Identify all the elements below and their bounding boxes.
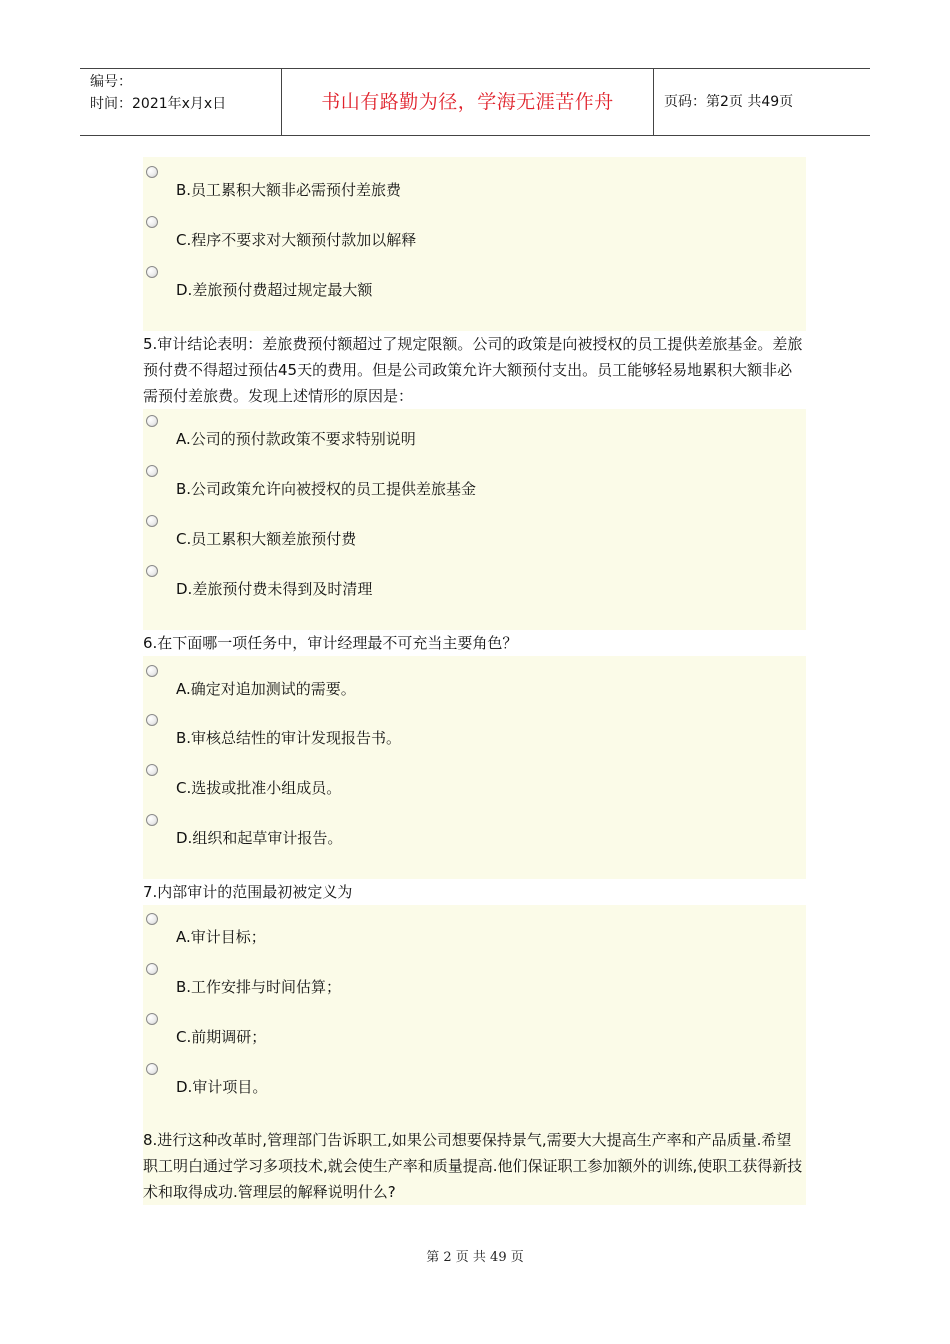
question-8-text: 8.进行这种改革时,管理部门告诉职工,如果公司想要保持景气,需要大大提高生产率和产品质量.希望职工明白通过学习多项技术,就会使生产率和质量提高.他们保证职工参加额外的训练,使职工获得新技术和取得成功.管理层的解释说明什么? bbox=[143, 1127, 806, 1205]
option-q5-a[interactable] bbox=[143, 410, 806, 458]
option-label: D.审计项目。 bbox=[176, 1078, 268, 1096]
option-q6-a[interactable] bbox=[143, 660, 806, 708]
option-q6-c[interactable] bbox=[143, 759, 806, 807]
option-label: A.确定对追加测试的需要。 bbox=[176, 680, 356, 698]
radio-button[interactable] bbox=[146, 963, 158, 975]
radio-button[interactable] bbox=[146, 465, 158, 477]
header-meta bbox=[80, 69, 281, 135]
option-q5-b[interactable] bbox=[143, 460, 806, 508]
option-q7-a[interactable] bbox=[143, 908, 806, 956]
option-label: C.员工累积大额差旅预付费 bbox=[176, 530, 357, 548]
option-q6-d[interactable] bbox=[143, 809, 806, 857]
question-7-text: 7.内部审计的范围最初被定义为 bbox=[143, 879, 806, 905]
option-label: D.差旅预付费超过规定最大额 bbox=[176, 281, 373, 299]
radio-button[interactable] bbox=[146, 565, 158, 577]
option-prev-c[interactable] bbox=[143, 211, 806, 259]
option-label: B.公司政策允许向被授权的员工提供差旅基金 bbox=[176, 480, 477, 498]
header-motto: 书山有路勤为径，学海无涯苦作舟 bbox=[281, 69, 654, 135]
radio-button[interactable] bbox=[146, 1013, 158, 1025]
option-label: D.组织和起草审计报告。 bbox=[176, 829, 343, 847]
option-prev-b[interactable] bbox=[143, 161, 806, 209]
option-q7-c[interactable] bbox=[143, 1008, 806, 1056]
option-label: D.差旅预付费未得到及时清理 bbox=[176, 580, 373, 598]
option-q5-c[interactable] bbox=[143, 510, 806, 558]
date-label: 时间：2021年x月x日 bbox=[90, 96, 227, 112]
number-label: 编号： bbox=[90, 74, 132, 90]
radio-button[interactable] bbox=[146, 764, 158, 776]
radio-button[interactable] bbox=[146, 1063, 158, 1075]
radio-button[interactable] bbox=[146, 814, 158, 826]
question-6-text: 6.在下面哪一项任务中，审计经理最不可充当主要角色？ bbox=[143, 630, 806, 656]
option-label: A.审计目标； bbox=[176, 928, 266, 946]
option-label: C.前期调研； bbox=[176, 1028, 267, 1046]
option-q5-d[interactable] bbox=[143, 560, 806, 608]
radio-button[interactable] bbox=[146, 216, 158, 228]
option-label: C.程序不要求对大额预付款加以解释 bbox=[176, 231, 417, 249]
option-q7-d[interactable] bbox=[143, 1058, 806, 1106]
radio-button[interactable] bbox=[146, 166, 158, 178]
radio-button[interactable] bbox=[146, 665, 158, 677]
option-prev-d[interactable] bbox=[143, 261, 806, 309]
option-label: A.公司的预付款政策不要求特别说明 bbox=[176, 430, 416, 448]
radio-button[interactable] bbox=[146, 913, 158, 925]
page-header bbox=[80, 68, 870, 136]
radio-button[interactable] bbox=[146, 714, 158, 726]
radio-button[interactable] bbox=[146, 515, 158, 527]
option-label: B.员工累积大额非必需预付差旅费 bbox=[176, 181, 402, 199]
page-footer: 第 2 页 共 49 页 bbox=[426, 1250, 524, 1265]
option-label: B.工作安排与时间估算； bbox=[176, 978, 342, 996]
radio-button[interactable] bbox=[146, 415, 158, 427]
header-page-label: 页码：第2页 共49页 bbox=[664, 94, 794, 110]
radio-button[interactable] bbox=[146, 266, 158, 278]
option-q7-b[interactable] bbox=[143, 958, 806, 1006]
option-label: B.审核总结性的审计发现报告书。 bbox=[176, 729, 402, 747]
option-q6-b[interactable] bbox=[143, 709, 806, 757]
question-5-text: 5.审计结论表明：差旅费预付额超过了规定限额。公司的政策是向被授权的员工提供差旅基金。差旅预付费不得超过预估45天的费用。但是公司政策允许大额预付支出。员工能够轻易地累积大额非必需预付差旅费。发现上述情形的原因是： bbox=[143, 331, 806, 409]
option-label: C.选拔或批准小组成员。 bbox=[176, 779, 342, 797]
